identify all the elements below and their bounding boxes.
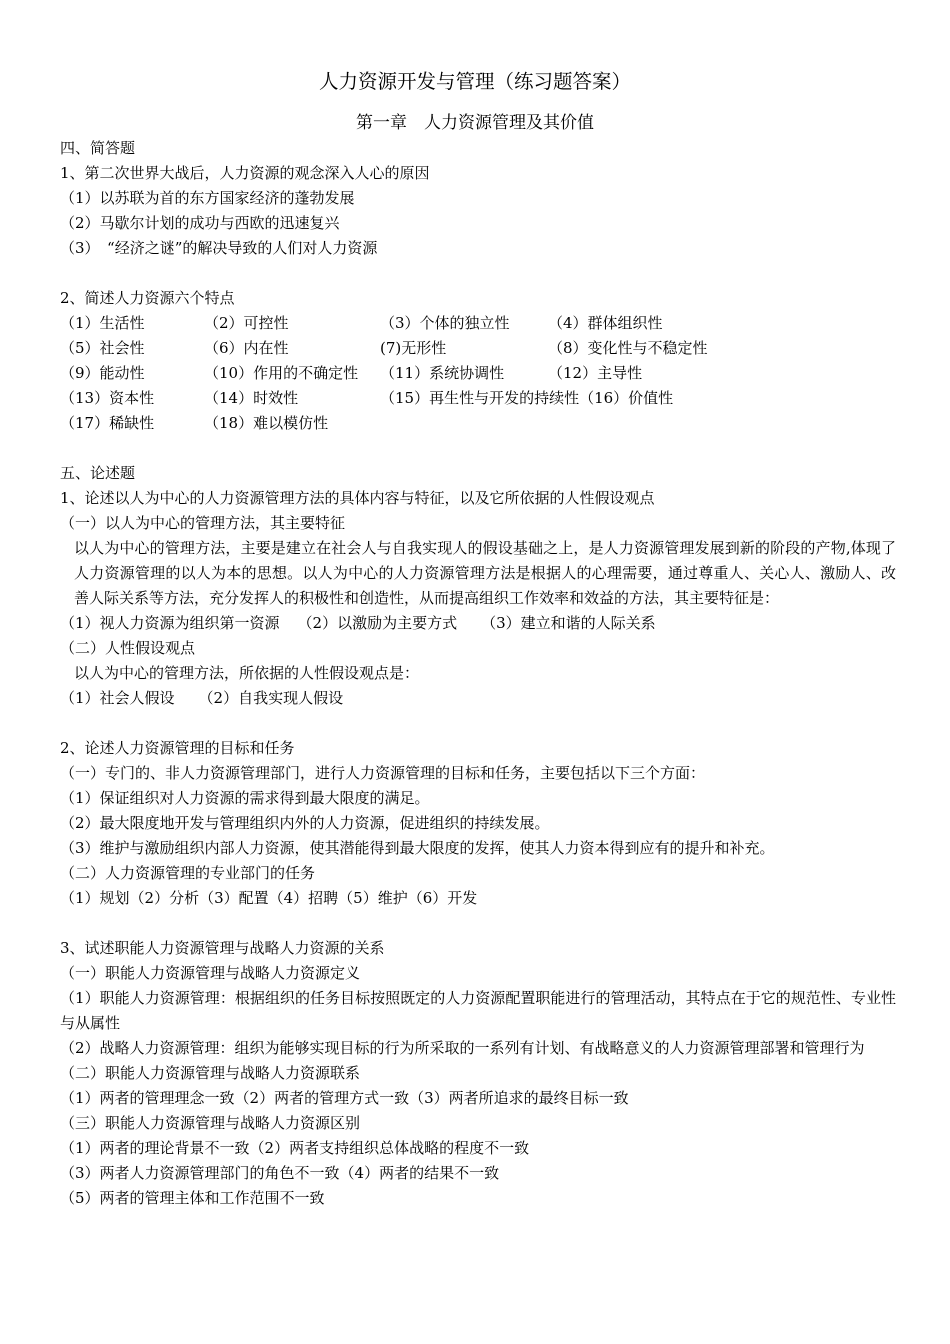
feature-line	[60, 611, 896, 636]
trait-item: （15）再生性与开发的持续性（16）价值性	[380, 389, 674, 407]
trait-item: （11）系统协调性	[380, 364, 505, 382]
question-title: 1、论述以人为中心的人力资源管理方法的具体内容与特征，以及它所依据的人性假设观点	[60, 489, 655, 507]
answer-line: 以人为中心的管理方法，所依据的人性假设观点是：	[74, 664, 420, 682]
answer-item: （1）两者的理论背景不一致（2）两者支持组织总体战略的程度不一致	[60, 1139, 530, 1157]
answer-item: （3）两者人力资源管理部门的角色不一致（4）两者的结果不一致	[60, 1164, 500, 1182]
answer-item: （1）以苏联为首的东方国家经济的蓬勃发展	[60, 189, 355, 207]
trait-item: （14）时效性	[204, 389, 299, 407]
answer-item: （2）马歇尔计划的成功与西欧的迅速复兴	[60, 214, 340, 232]
traits-grid	[60, 311, 896, 436]
question-title: 3、试述职能人力资源管理与战略人力资源的关系	[60, 939, 385, 957]
answer-paragraph: （2）战略人力资源管理：组织为能够实现目标的行为所采取的一系列有计划、有战略意义的人力资源管理部署和管理行为	[60, 1039, 865, 1057]
question-title: 1、第二次世界大战后，人力资源的观念深入人心的原因	[60, 164, 430, 182]
answer-item: （1）规划（2）分析（3）配置（4）招聘（5）维护（6）开发	[60, 889, 478, 907]
sub-heading: （二）职能人力资源管理与战略人力资源联系	[60, 1064, 361, 1082]
trait-item: （10）作用的不确定性	[204, 364, 359, 382]
trait-item: （17）稀缺性	[60, 414, 155, 432]
trait-item: （1）生活性	[60, 314, 145, 332]
answer-item: （3）维护与激励组织内部人力资源，使其潜能得到最大限度的发挥，使其人力资本得到应有的提升和补充。	[60, 839, 775, 857]
answer-item: （3） “经济之谜”的解决导致的人们对人力资源	[60, 239, 378, 257]
sub-heading: （二）人性假设观点	[60, 639, 196, 657]
feature-item: （3）建立和谐的人际关系	[481, 614, 656, 632]
sub-heading: （三）职能人力资源管理与战略人力资源区别	[60, 1114, 361, 1132]
sub-heading: （一）以人为中心的管理方法，其主要特征	[60, 514, 346, 532]
feature-item: （2）以激励为主要方式	[297, 614, 458, 632]
trait-item: （12）主导性	[548, 364, 643, 382]
trait-item: （5）社会性	[60, 339, 145, 357]
trait-item: （6）内在性	[204, 339, 289, 357]
feature-item: （1）视人力资源为组织第一资源	[60, 614, 280, 632]
answer-item: （1）保证组织对人力资源的需求得到最大限度的满足。	[60, 789, 430, 807]
answer-paragraph: 以人为中心的管理方法，主要是建立在社会人与自我实现人的假设基础之上，是人力资源管理发展到新的阶段的产物,体现了人力资源管理的以人为本的思想。以人为中心的人力资源管理方法是根据人的心理需要，通过尊重人、关心人、激励人、改善人际关系等方法，充分发挥人的积极性和创造性，从而提高组织工作效率和效益的方法，其主要特征是：	[74, 539, 896, 607]
trait-item: （8）变化性与不稳定性	[548, 339, 708, 357]
document-title: 人力资源开发与管理（练习题答案）	[318, 70, 631, 93]
trait-item: （13）资本性	[60, 389, 155, 407]
trait-item	[380, 411, 548, 436]
trait-item	[548, 386, 748, 411]
sub-heading: （一）职能人力资源管理与战略人力资源定义	[60, 964, 361, 982]
sub-heading: （一）专门的、非人力资源管理部门，进行人力资源管理的目标和任务，主要包括以下三个方面：	[60, 764, 706, 782]
trait-item: （3）个体的独立性	[380, 314, 510, 332]
assumption-item: （2）自我实现人假设	[198, 689, 344, 707]
assumption-item: （1）社会人假设	[60, 689, 175, 707]
chapter-heading: 第一章 人力资源管理及其价值	[356, 113, 594, 133]
trait-item: （9）能动性	[60, 364, 145, 382]
answer-item: （1）两者的管理理念一致（2）两者的管理方式一致（3）两者所追求的最终目标一致	[60, 1089, 629, 1107]
assumption-line	[60, 686, 896, 711]
trait-item: （2）可控性	[204, 314, 289, 332]
trait-item	[548, 411, 748, 436]
section-heading: 五、论述题	[60, 464, 136, 482]
answer-item: （2）最大限度地开发与管理组织内外的人力资源，促进组织的持续发展。	[60, 814, 550, 832]
answer-paragraph: （1）职能人力资源管理：根据组织的任务目标按照既定的人力资源配置职能进行的管理活动，其特点在于它的规范性、专业性与从属性	[60, 989, 896, 1032]
sub-heading: （二）人力资源管理的专业部门的任务	[60, 864, 316, 882]
document-body	[60, 136, 896, 1211]
answer-item: （5）两者的管理主体和工作范围不一致	[60, 1189, 325, 1207]
trait-item: （4）群体组织性	[548, 314, 663, 332]
trait-item: (7)无形性	[380, 339, 447, 357]
question-title: 2、论述人力资源管理的目标和任务	[60, 739, 295, 757]
question-title: 2、简述人力资源六个特点	[60, 289, 235, 307]
section-heading: 四、简答题	[60, 139, 136, 157]
trait-item: （18）难以模仿性	[204, 414, 329, 432]
